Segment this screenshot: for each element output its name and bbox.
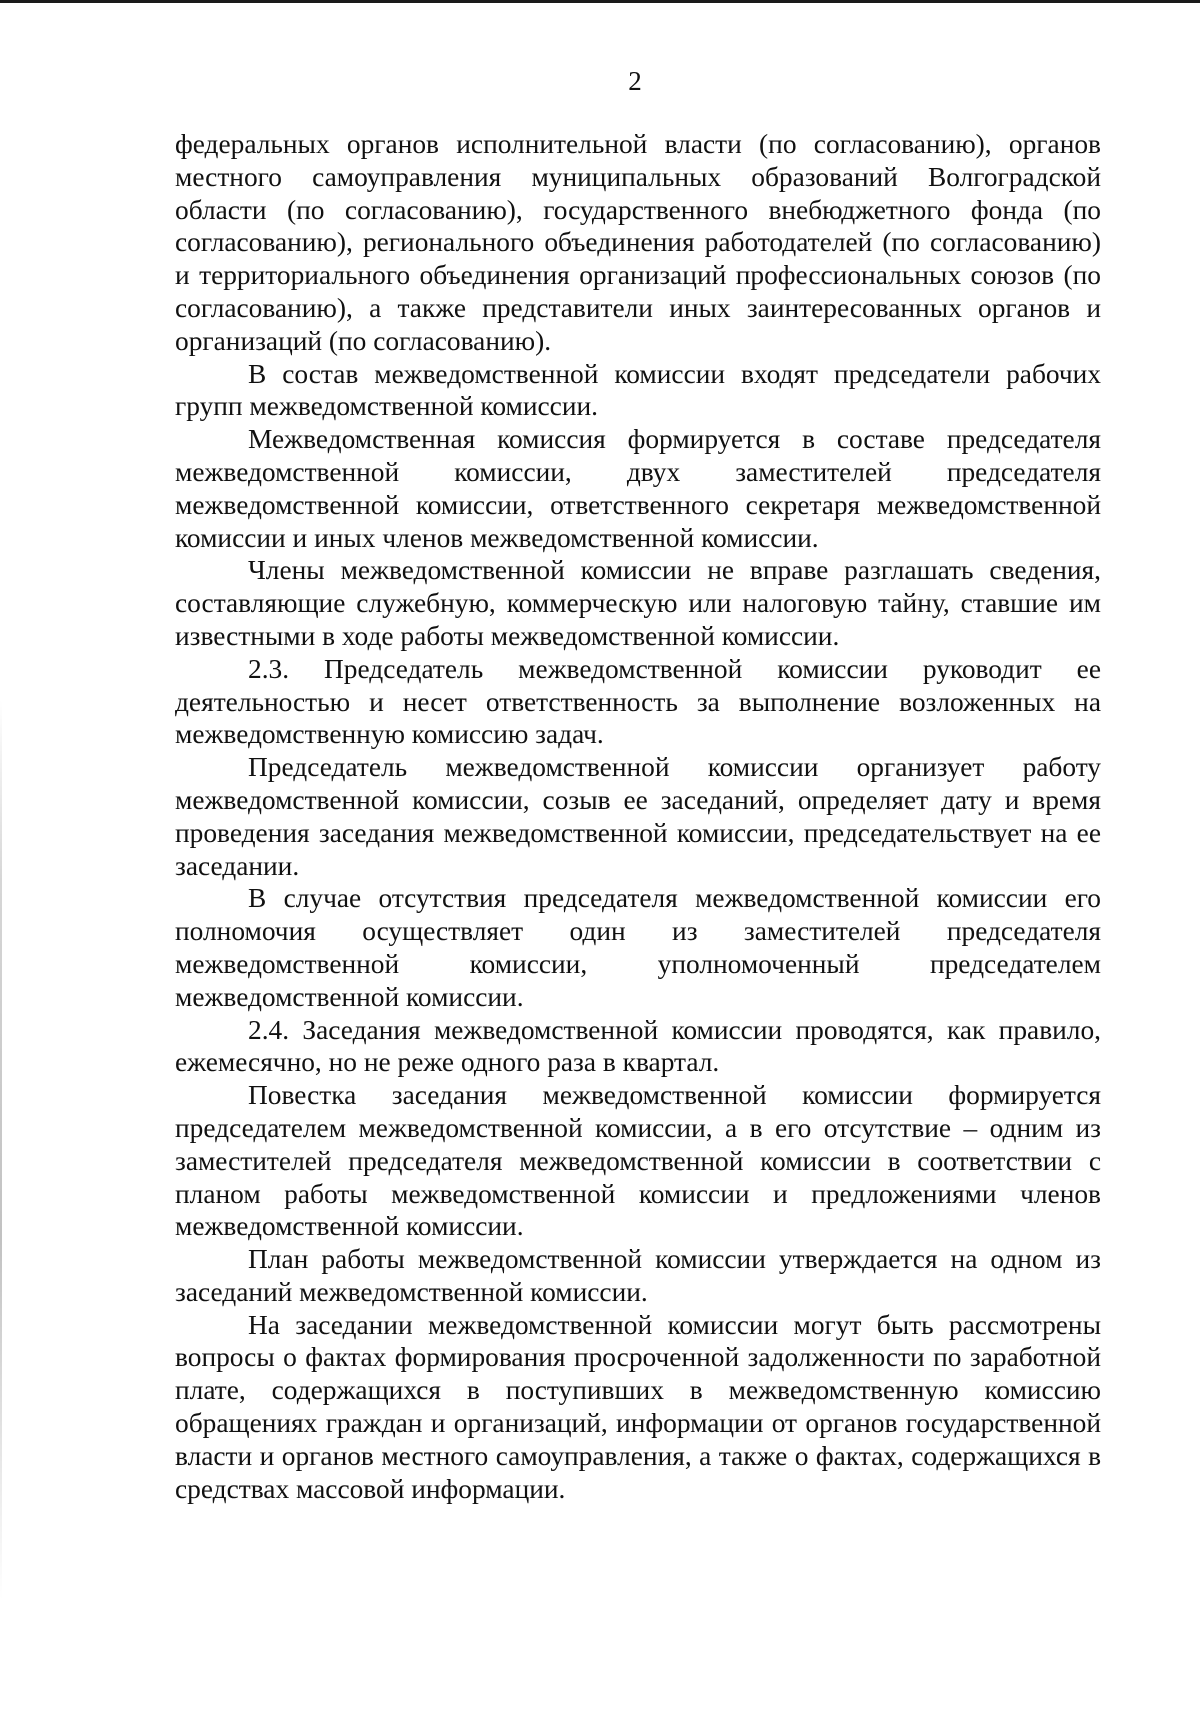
paragraph-2-3-chairman: 2.3. Председатель межведомственной комиссии руководит ее деятельностью и несет ответственность за выполнение возложенных на межведомственную комиссию задач. bbox=[175, 653, 1101, 750]
paragraph-meeting-issues: На заседании межведомственной комиссии могут быть рассмотрены вопросы о фактах формирования просроченной задолженности по заработной плате, содержащихся в поступивших в межведомственную комиссию обращениях граждан и организаций, информации от органов государственной власти и органов местного самоуправления, а также о фактах, содержащихся в средствах массовой информации. bbox=[175, 1309, 1101, 1504]
scan-edge bbox=[0, 700, 2, 1600]
paragraph-confidentiality: Члены межведомственной комиссии не вправе разглашать сведения, составляющие служебную, коммерческую или налоговую тайну, ставшие им известными в ходе работы межведомственной комиссии. bbox=[175, 555, 1101, 651]
page-number: 2 bbox=[628, 66, 642, 96]
paragraph-work-plan: План работы межведомственной комиссии утверждается на одном из заседаний межведомственной комиссии. bbox=[175, 1244, 1101, 1307]
paragraph-chairman-duties: Председатель межведомственной комиссии организует работу межведомственной комиссии, созыв ее заседаний, определяет дату и время проведения заседания межведомственной комиссии, председательствует на ее заседании. bbox=[175, 752, 1101, 881]
paragraph-composition: В состав межведомственной комиссии входят председатели рабочих групп межведомственной комиссии. bbox=[175, 358, 1101, 422]
scan-border bbox=[0, 0, 1200, 3]
document-body bbox=[175, 128, 1101, 1505]
paragraph-2-4-meetings: 2.4. Заседания межведомственной комиссии проводятся, как правило, ежемесячно, но не реже одного раза в квартал. bbox=[175, 1014, 1101, 1078]
paragraph-agenda: Повестка заседания межведомственной комиссии формируется председателем межведомственной комиссии, а в его отсутствие – одним из заместителей председателя межведомственной комиссии в соответствии с планом работы межведомственной комиссии и предложениями членов межведомственной комиссии. bbox=[175, 1080, 1101, 1242]
paragraph-formation: Межведомственная комиссия формируется в составе председателя межведомственной комиссии, двух заместителей председателя межведомственной комиссии, ответственного секретаря межведомственной комиссии и иных членов межведомственной комиссии. bbox=[175, 424, 1101, 553]
paragraph-chairman-absence: В случае отсутствия председателя межведомственной комиссии его полномочия осуществляет один из заместителей председателя межведомственной комиссии, уполномоченный председателем межведомственной комиссии. bbox=[175, 883, 1101, 1012]
paragraph-continuation: федеральных органов исполнительной власти (по согласованию), органов местного самоуправления муниципальных образований Волгоградской области (по согласованию), государственного внебюджетного фонда (по согласованию), регионального объединения работодателей (по согласованию) и территориального объединения организаций профессиональных союзов (по согласованию), а также представители иных заинтересованных органов и организаций (по согласованию). bbox=[175, 129, 1101, 356]
